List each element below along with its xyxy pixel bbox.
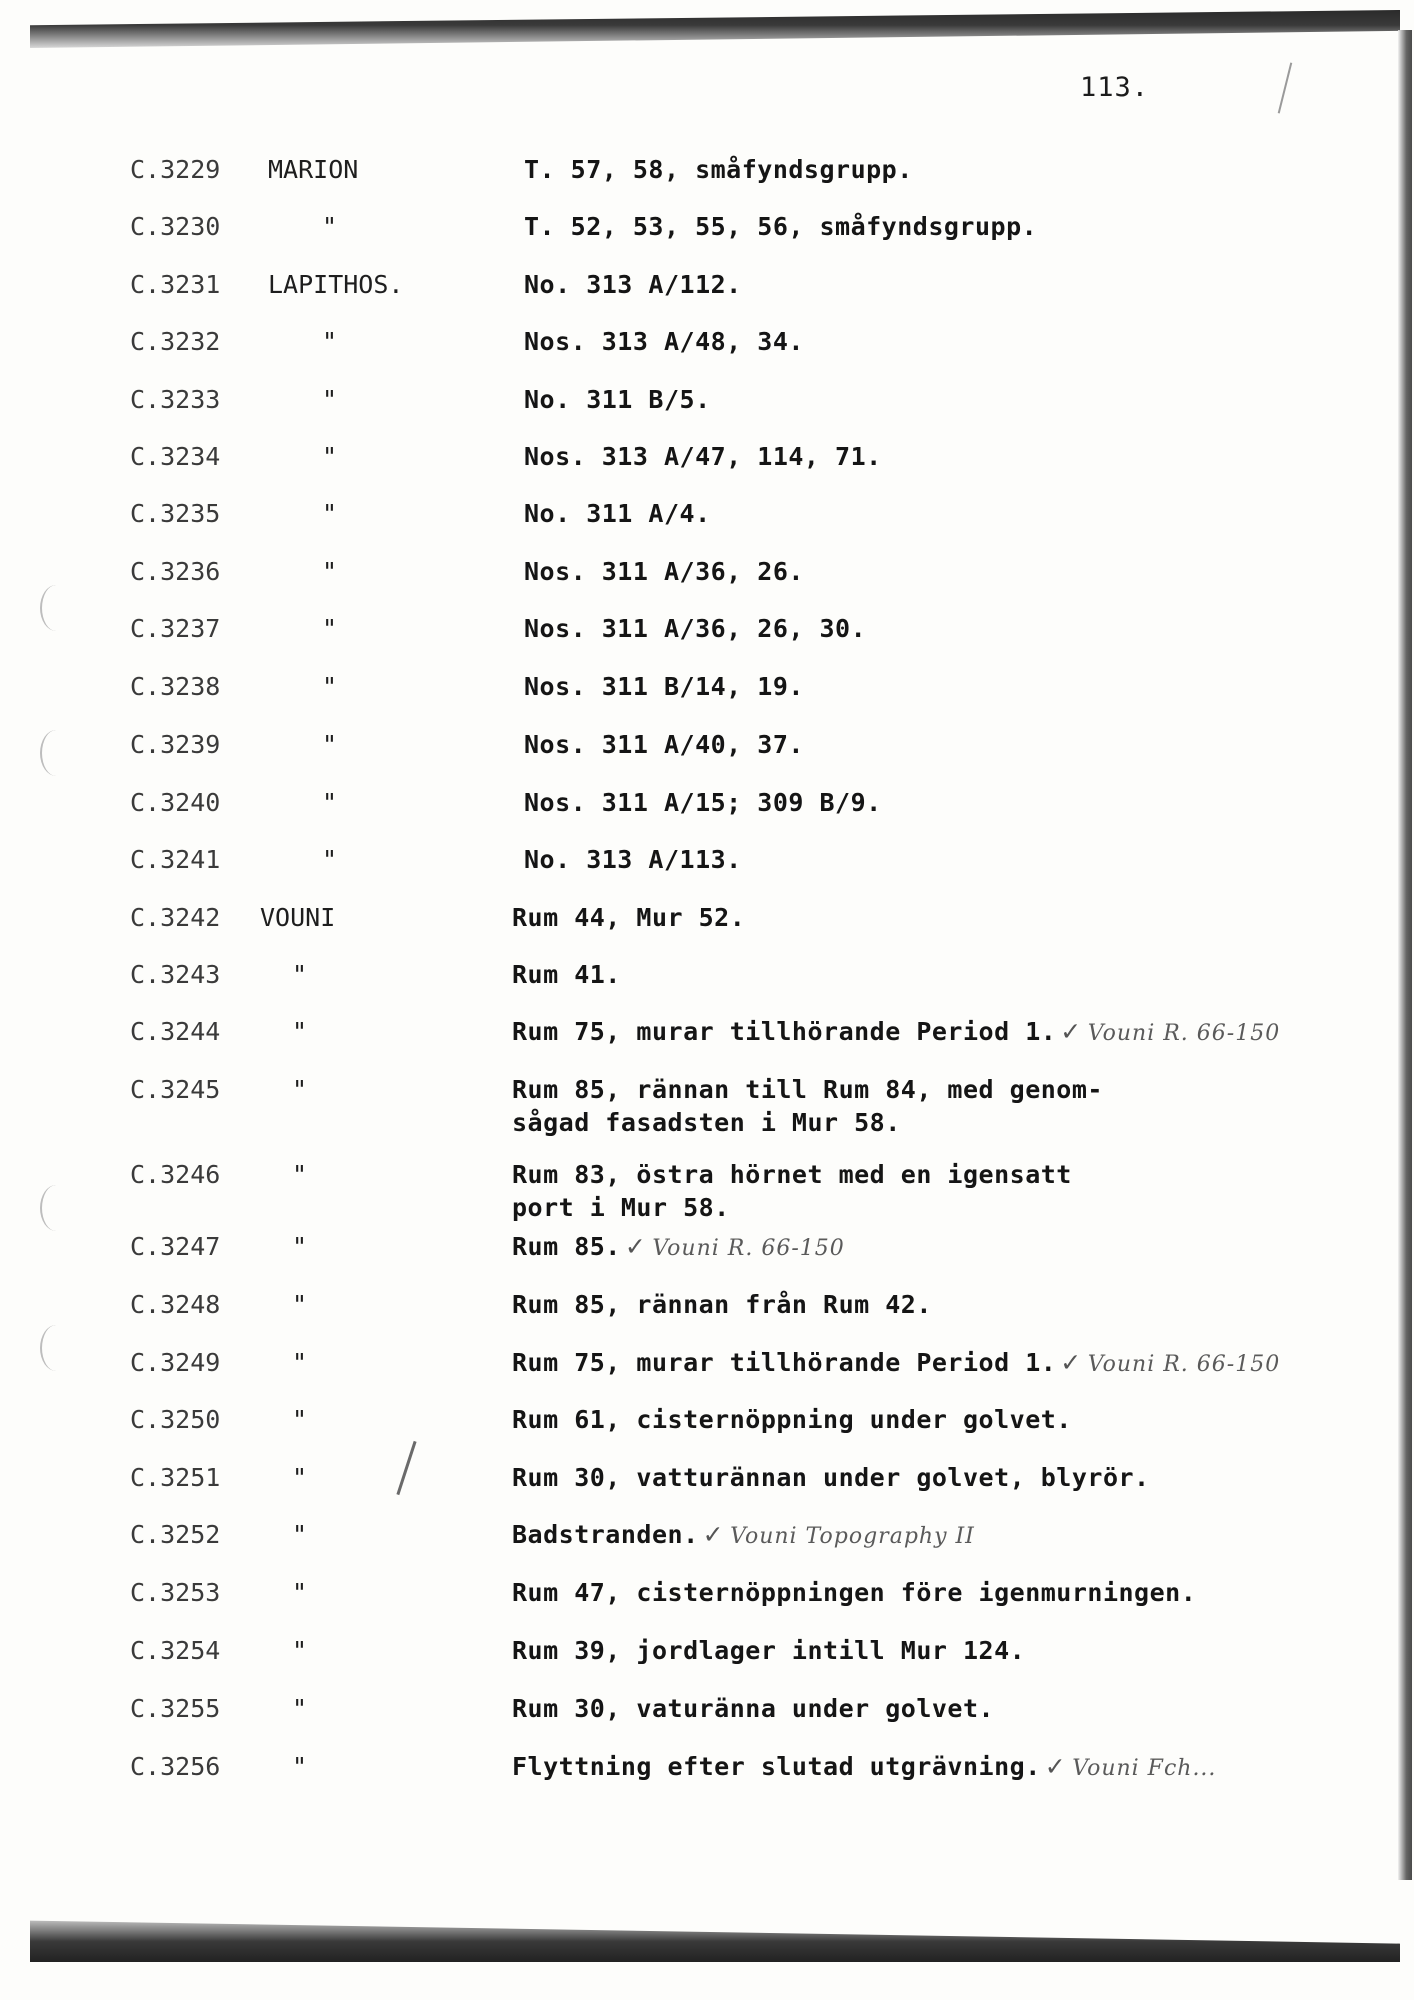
entry-description xyxy=(512,1461,1150,1494)
entry-description xyxy=(524,497,711,530)
catalog-number: C.3249 xyxy=(130,1348,221,1377)
description-line: Nos. 311 A/36, 26, 30. xyxy=(524,614,867,643)
ditto-mark: " xyxy=(322,327,338,356)
catalog-number: C.3232 xyxy=(130,327,221,356)
catalog-number: C.3248 xyxy=(130,1290,221,1319)
ditto-mark: " xyxy=(322,212,338,241)
catalog-number: C.3237 xyxy=(130,614,221,643)
ditto-mark: " xyxy=(292,1348,308,1377)
ditto-mark: " xyxy=(292,1463,308,1492)
handwritten-note: Vouni R. 66-150 xyxy=(652,1236,845,1261)
entry-description xyxy=(524,268,742,301)
entry-description xyxy=(524,786,882,819)
ditto-mark: " xyxy=(322,788,338,817)
description-line: Rum 83, östra hörnet med en igensatt xyxy=(512,1160,1072,1189)
catalog-number: C.3251 xyxy=(130,1463,221,1492)
handwritten-note: Vouni Fch... xyxy=(1072,1756,1217,1781)
site-name: MARION xyxy=(268,155,359,184)
entry-description xyxy=(512,1015,1280,1050)
ditto-mark: " xyxy=(322,499,338,528)
description-line: Rum 85. xyxy=(512,1232,621,1261)
description-line: T. 52, 53, 55, 56, småfyndsgrupp. xyxy=(524,212,1038,241)
description-line: Rum 75, murar tillhörande Period 1. xyxy=(512,1348,1057,1377)
entry-description xyxy=(524,843,742,876)
description-line: Rum 30, vatturännan under golvet, blyrör. xyxy=(512,1463,1150,1492)
catalog-number: C.3229 xyxy=(130,155,221,184)
entry-description xyxy=(512,1750,1216,1785)
catalog-number: C.3255 xyxy=(130,1694,221,1723)
description-line: Rum 47, cisternöppningen före igenmurningen. xyxy=(512,1578,1197,1607)
description-line: T. 57, 58, småfyndsgrupp. xyxy=(524,155,913,184)
ditto-mark: " xyxy=(292,1578,308,1607)
ditto-mark: " xyxy=(292,1636,308,1665)
description-line: No. 311 A/4. xyxy=(524,499,711,528)
ditto-mark: " xyxy=(322,614,338,643)
ditto-mark: " xyxy=(292,960,308,989)
ditto-mark: " xyxy=(322,730,338,759)
handwritten-note: Vouni R. 66-150 xyxy=(1087,1352,1281,1377)
entry-description xyxy=(512,1073,1103,1139)
site-name: LAPITHOS. xyxy=(268,270,404,299)
entry-description xyxy=(524,440,882,473)
description-line: Rum 85, rännan från Rum 42. xyxy=(512,1290,932,1319)
description-line-wrap xyxy=(512,1230,845,1265)
entry-description xyxy=(512,1576,1196,1609)
catalog-number: C.3243 xyxy=(130,960,221,989)
catalog-number: C.3254 xyxy=(130,1636,221,1665)
description-line-wrap xyxy=(512,1346,1280,1381)
entry-description xyxy=(512,1158,1072,1224)
entry-description xyxy=(512,1230,845,1265)
entry-description xyxy=(512,1692,994,1725)
handwritten-note: Vouni R. 66-150 xyxy=(1087,1021,1281,1046)
catalog-number: C.3233 xyxy=(130,385,221,414)
description-line: No. 313 A/113. xyxy=(524,845,742,874)
description-line: No. 313 A/112. xyxy=(524,270,742,299)
entry-description xyxy=(524,612,866,645)
site-name: VOUNI xyxy=(260,903,336,932)
catalog-number: C.3253 xyxy=(130,1578,221,1607)
entry-description xyxy=(512,1403,1072,1436)
check-mark-icon: ✓ xyxy=(1060,1017,1082,1046)
description-line: Nos. 313 A/47, 114, 71. xyxy=(524,442,882,471)
entry-description xyxy=(512,901,745,934)
entry-description xyxy=(524,153,913,186)
ditto-mark: " xyxy=(322,442,338,471)
catalog-number: C.3235 xyxy=(130,499,221,528)
description-line: sågad fasadsten i Mur 58. xyxy=(512,1108,901,1137)
description-line: Rum 41. xyxy=(512,960,621,989)
entry-description xyxy=(512,1288,932,1321)
ditto-mark: " xyxy=(292,1752,308,1781)
description-line: Badstranden. xyxy=(512,1520,699,1549)
description-line: Rum 61, cisternöppning under golvet. xyxy=(512,1405,1072,1434)
catalog-number: C.3240 xyxy=(130,788,221,817)
catalog-number: C.3247 xyxy=(130,1232,221,1261)
description-line: Rum 85, rännan till Rum 84, med genom- xyxy=(512,1075,1103,1104)
catalog-number: C.3241 xyxy=(130,845,221,874)
entry-description xyxy=(524,325,804,358)
catalog-number: C.3250 xyxy=(130,1405,221,1434)
entry-description xyxy=(524,670,804,703)
description-line: Rum 75, murar tillhörande Period 1. xyxy=(512,1017,1057,1046)
catalog-number: C.3252 xyxy=(130,1520,221,1549)
ditto-mark: " xyxy=(292,1232,308,1261)
ditto-mark: " xyxy=(322,557,338,586)
catalog-number: C.3244 xyxy=(130,1017,221,1046)
description-line: Nos. 313 A/48, 34. xyxy=(524,327,804,356)
description-line: Nos. 311 B/14, 19. xyxy=(524,672,804,701)
entry-description xyxy=(524,555,804,588)
catalog-number: C.3242 xyxy=(130,903,221,932)
entry-description xyxy=(524,728,804,761)
description-line-wrap xyxy=(512,1518,975,1553)
handwritten-note: Vouni Topography II xyxy=(730,1524,975,1549)
check-mark-icon: ✓ xyxy=(702,1520,725,1549)
catalog-number: C.3234 xyxy=(130,442,221,471)
ditto-mark: " xyxy=(292,1694,308,1723)
ditto-mark: " xyxy=(322,385,338,414)
check-mark-icon: ✓ xyxy=(1060,1348,1082,1377)
ditto-mark: " xyxy=(292,1017,308,1046)
entry-description xyxy=(512,1346,1280,1381)
description-line: port i Mur 58. xyxy=(512,1193,730,1222)
catalog-number: C.3256 xyxy=(130,1752,221,1781)
description-line: Rum 30, vaturänna under golvet. xyxy=(512,1694,995,1723)
catalog-number: C.3231 xyxy=(130,270,221,299)
description-line: Nos. 311 A/40, 37. xyxy=(524,730,804,759)
entry-description xyxy=(512,958,621,991)
description-line: Rum 39, jordlager intill Mur 124. xyxy=(512,1636,1026,1665)
description-line: Nos. 311 A/15; 309 B/9. xyxy=(524,788,882,817)
check-mark-icon: ✓ xyxy=(1044,1752,1067,1781)
description-line: Rum 44, Mur 52. xyxy=(512,903,746,932)
ditto-mark: " xyxy=(292,1520,308,1549)
page-number: 113. xyxy=(1080,72,1150,103)
ditto-mark: " xyxy=(322,845,338,874)
entry-description xyxy=(524,383,711,416)
description-line: No. 311 B/5. xyxy=(524,385,711,414)
catalog-number: C.3239 xyxy=(130,730,221,759)
ditto-mark: " xyxy=(292,1160,308,1189)
description-line: Nos. 311 A/36, 26. xyxy=(524,557,804,586)
ditto-mark: " xyxy=(322,672,338,701)
catalog-number: C.3245 xyxy=(130,1075,221,1104)
catalog-number: C.3246 xyxy=(130,1160,221,1189)
ditto-mark: " xyxy=(292,1075,308,1104)
entry-description xyxy=(512,1634,1025,1667)
catalog-number: C.3230 xyxy=(130,212,221,241)
entry-description xyxy=(524,210,1037,243)
description-line-wrap xyxy=(512,1015,1280,1050)
description-line: Flyttning efter slutad utgrävning. xyxy=(512,1752,1041,1781)
ditto-mark: " xyxy=(292,1290,308,1319)
ditto-mark: " xyxy=(292,1405,308,1434)
catalog-number: C.3238 xyxy=(130,672,221,701)
catalog-number: C.3236 xyxy=(130,557,221,586)
check-mark-icon: ✓ xyxy=(624,1232,647,1261)
description-line-wrap xyxy=(512,1750,1216,1785)
entry-description xyxy=(512,1518,975,1553)
